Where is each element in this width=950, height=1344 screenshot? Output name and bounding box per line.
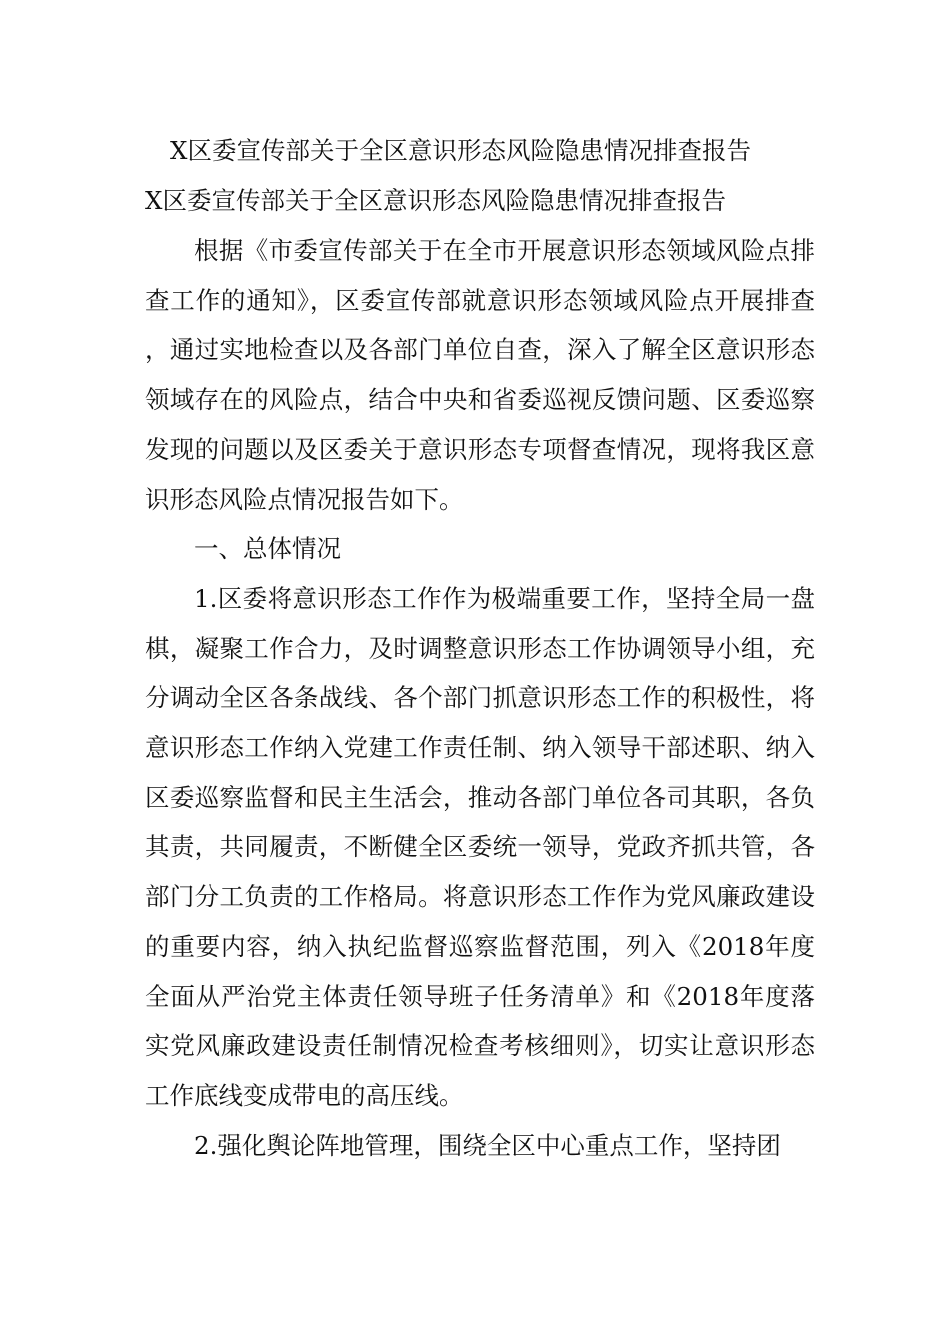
document-body	[145, 226, 815, 1170]
paragraph-item-2: 2.强化舆论阵地管理，围绕全区中心重点工作，坚持团	[194, 1130, 781, 1160]
section-heading-overall: 一、总体情况	[194, 534, 341, 564]
intro-paragraph: 根据《市委宣传部关于在全市开展意识形态领域风险点排查工作的通知》，区委宣传部就意识形态领域风险点开展排查，通过实地检查以及各部门单位自查，深入了解全区意识形态领域存在的风险点，结合中央和省委巡视反馈问题、区委巡察发现的问题以及区委关于意识形态专项督查情况，现将我区意识形态风险点情况报告如下。	[145, 236, 815, 514]
document-title: X区委宣传部关于全区意识形态风险隐患情况排查报告	[170, 136, 751, 165]
document-title-repeat: X区委宣传部关于全区意识形态风险隐患情况排查报告	[145, 186, 726, 215]
paragraph-item-1: 1.区委将意识形态工作作为极端重要工作，坚持全局一盘棋，凝聚工作合力，及时调整意识形态工作协调领导小组，充分调动全区各条战线、各个部门抓意识形态工作的积极性，将意识形态工作纳入党建工作责任制、纳入领导干部述职、纳入区委巡察监督和民主生活会，推动各部门单位各司其职，各负其责，共同履责，不断健全区委统一领导，党政齐抓共管，各部门分工负责的工作格局。将意识形态工作作为党风廉政建设的重要内容，纳入执纪监督巡察监督范围，列入《2018年度全面从严治党主体责任领导班子任务清单》和《2018年度落实党风廉政建设责任制情况检查考核细则》，切实让意识形态工作底线变成带电的高压线。	[145, 583, 815, 1110]
